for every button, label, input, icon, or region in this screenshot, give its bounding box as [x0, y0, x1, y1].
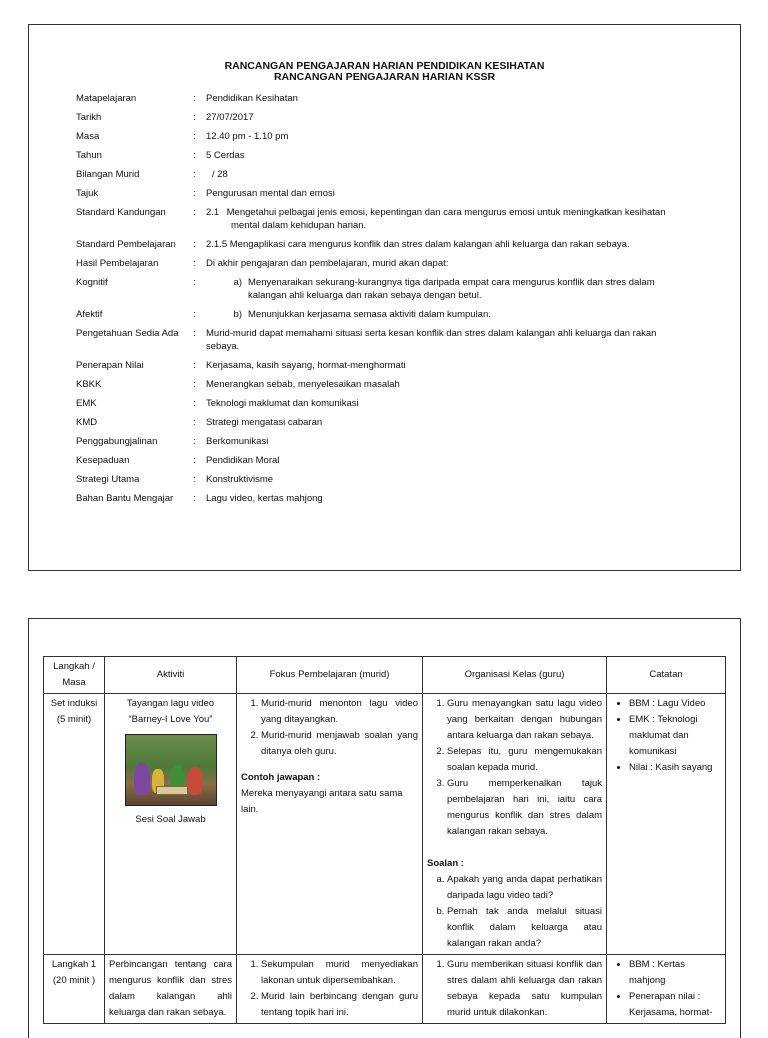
lesson-info	[76, 92, 716, 511]
table-row	[44, 955, 726, 1024]
header-fokus: Fokus Pembelajaran (murid)	[237, 657, 423, 694]
field-afektif: Afektif : b) Menunjukkan kerjasama semasa aktiviti dalam kumpulan.	[76, 309, 491, 320]
field-kesepaduan: Kesepaduan : Pendidikan Moral	[76, 455, 280, 466]
field-emk: EMK : Teknologi maklumat dan komunikasi	[76, 398, 359, 409]
field-tajuk: Tajuk : Pengurusan mental dan emosi	[76, 188, 335, 199]
header-langkah: Langkah / Masa	[44, 657, 105, 694]
focus-cell: 1. Sekumpulan murid menyediakan lakonan untuk dipersembahkan. 2. Murid lain berbincang dengan guru tentang topik hari ini.	[237, 955, 423, 1024]
table-header-row	[44, 657, 726, 694]
sub-title: RANCANGAN PENGAJARAN HARIAN KSSR	[273, 71, 496, 83]
activity-cell: Perbincangan tentang cara mengurus konflik dan stres dalam kalangan ahli keluarga dan rakan sebaya.	[105, 955, 237, 1024]
field-kbkk: KBKK : Menerangkan sebab, menyelesaikan masalah	[76, 379, 400, 390]
field-standard-pembelajaran: Standard Pembelajaran : 2.1.5 Mengaplikasi cara mengurus konflik dan stres dalam kalangan ahli keluarga dan rakan sebaya.	[76, 239, 630, 250]
catatan-cell: • BBM : Lagu Video • EMK : Teknologi maklumat dan komunikasi • Nilai : Kasih sayang	[607, 694, 726, 955]
catatan-cell: • BBM : Kertas mahjong • Penerapan nilai : Kerjasama, hormat-	[607, 955, 726, 1024]
lesson-steps-table	[43, 656, 726, 1024]
step-cell: Set induksi (5 minit)	[44, 694, 105, 955]
field-kognitif: Kognitif : a) Menyenaraikan sekurang-kurangnya tiga daripada empat cara mengurus konflik dan stres dalam kalangan ahli keluarga dan rakan sebaya dengan betul.	[76, 277, 655, 301]
field-matapelajaran: Matapelajaran : Pendidikan Kesihatan	[76, 93, 298, 104]
header-catatan: Catatan	[607, 657, 726, 694]
field-hasil-pembelajaran: Hasil Pembelajaran : Di akhir pengajaran dan pembelajaran, murid akan dapat:	[76, 258, 449, 269]
guru-cell: 1. Guru menayangkan satu lagu video yang berkaitan dengan hubungan antara keluarga dan rakan sebaya. 2. Selepas itu, guru mengemukakan soalan kepada murid. 3. Guru memperkenalkan tajuk pembelajaran hari ini, iaitu cara mengurus konflik dan stres dalam kalangan rakan sebaya. Soalan : a. Apakah yang anda dapat perhatikan daripada lagu video tadi? b. Pernah tak anda melalui situasi konflik dalam keluarga atau kalangan rakan anda?	[423, 694, 607, 955]
field-pengetahuan-sedia-ada: Pengetahuan Sedia Ada : Murid-murid dapat memahami situasi serta kesan konflik dan stres dalam kalangan ahli keluarga dan rakan sebaya.	[76, 328, 657, 352]
field-kmd: KMD : Strategi mengatasi cabaran	[76, 417, 323, 428]
step-cell: Langkah 1 (20 minit )	[44, 955, 105, 1024]
field-penerapan-nilai: Penerapan Nilai : Kerjasama, kasih sayang, hormat-menghormati	[76, 360, 406, 371]
lesson-plan-page-1	[28, 24, 741, 571]
field-masa: Masa : 12.40 pm - 1.10 pm	[76, 131, 289, 142]
header-organisasi: Organisasi Kelas (guru)	[423, 657, 607, 694]
field-penggabungjalinan: Penggabungjalinan : Berkomunikasi	[76, 436, 269, 447]
guru-cell: 1. Guru memberikan situasi konflik dan stres dalam ahli keluarga dan rakan sebaya kepada satu kumpulan murid untuk dilakonkan.	[423, 955, 607, 1024]
field-standard-kandungan: Standard Kandungan : 2.1 Mengetahui pelbagai jenis emosi, kepentingan dan cara mengurus emosi untuk meningkatkan kesihatan mental dalam kehidupan harian.	[76, 207, 666, 231]
field-tarikh: Tarikh : 27/07/2017	[76, 112, 254, 123]
focus-cell: 1. Murid-murid menonton lagu video yang ditayangkan. 2. Murid-murid menjawab soalan yang ditanya oleh guru. Contoh jawapan : Mereka menyayangi antara satu sama lain.	[237, 694, 423, 955]
document-titles	[29, 61, 740, 83]
activity-cell: Tayangan lagu video “Barney-I Love You” Sesi Soal Jawab	[105, 694, 237, 955]
field-bilangan-murid: Bilangan Murid : / 28	[76, 169, 228, 180]
header-aktiviti: Aktiviti	[105, 657, 237, 694]
barney-video-thumbnail	[125, 734, 217, 806]
lesson-plan-page-2	[28, 618, 741, 1038]
field-bahan-bantu-mengajar: Bahan Bantu Mengajar : Lagu video, kertas mahjong	[76, 493, 323, 504]
field-strategi-utama: Strategi Utama : Konstruktivisme	[76, 474, 274, 485]
field-tahun: Tahun : 5 Cerdas	[76, 150, 245, 161]
main-title: RANCANGAN PENGAJARAN HARIAN PENDIDIKAN KESIHATAN	[224, 60, 545, 72]
table-row	[44, 694, 726, 955]
